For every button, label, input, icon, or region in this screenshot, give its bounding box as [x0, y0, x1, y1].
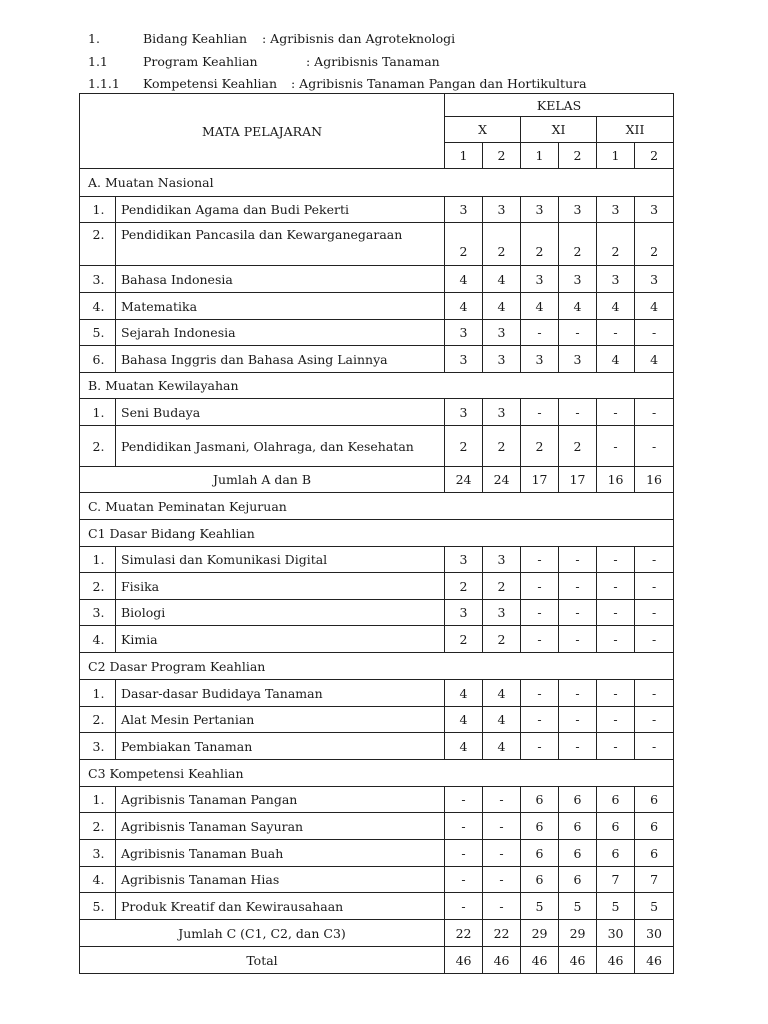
hours-cell: 4: [445, 680, 483, 707]
hours-cell: 4: [635, 346, 674, 373]
hours-cell: -: [635, 733, 674, 760]
row-number: 1.: [80, 197, 116, 223]
hours-cell: 2: [635, 223, 674, 266]
grade-header: XI: [521, 117, 597, 143]
hours-cell: 46: [597, 947, 635, 974]
hours-cell: 24: [445, 467, 483, 493]
row-number: 4.: [80, 626, 116, 653]
table-row: [80, 426, 674, 467]
row-number: 5.: [80, 893, 116, 920]
hours-cell: -: [559, 707, 597, 733]
subject-name: Agribisnis Tanaman Hias: [116, 867, 445, 893]
hours-cell: -: [483, 813, 521, 840]
header-label: Program Keahlian: [143, 54, 258, 69]
hours-cell: -: [559, 626, 597, 653]
hours-cell: 6: [521, 813, 559, 840]
section-heading: C2 Dasar Program Keahlian: [80, 653, 674, 680]
subject-name: Pendidikan Agama dan Budi Pekerti: [116, 197, 445, 223]
hours-cell: 4: [483, 707, 521, 733]
hours-cell: -: [597, 707, 635, 733]
header-number: 1.1: [88, 54, 108, 69]
table-row: [80, 573, 674, 600]
hours-cell: 5: [597, 893, 635, 920]
row-number: 4.: [80, 867, 116, 893]
hours-cell: 6: [559, 813, 597, 840]
hours-cell: 30: [635, 920, 674, 947]
hours-cell: -: [559, 399, 597, 426]
subject-header: MATA PELAJARAN: [80, 94, 445, 169]
hours-cell: 4: [483, 733, 521, 760]
subject-name: Alat Mesin Pertanian: [116, 707, 445, 733]
table-row: [80, 399, 674, 426]
hours-cell: 3: [445, 320, 483, 346]
hours-cell: 2: [597, 223, 635, 266]
hours-cell: -: [559, 320, 597, 346]
hours-cell: 4: [597, 346, 635, 373]
hours-cell: 2: [559, 223, 597, 266]
subject-name: Pembiakan Tanaman: [116, 733, 445, 760]
hours-cell: -: [483, 893, 521, 920]
row-number: 2.: [80, 573, 116, 600]
hours-cell: 3: [521, 346, 559, 373]
hours-cell: -: [597, 320, 635, 346]
hours-cell: 4: [635, 293, 674, 320]
row-number: 3.: [80, 266, 116, 293]
hours-cell: 29: [559, 920, 597, 947]
hours-cell: -: [559, 733, 597, 760]
header-label: Kompetensi Keahlian: [143, 76, 278, 91]
hours-cell: -: [483, 787, 521, 813]
hours-cell: 5: [521, 893, 559, 920]
hours-cell: 6: [635, 813, 674, 840]
hours-cell: -: [635, 707, 674, 733]
subject-name: Dasar-dasar Budidaya Tanaman: [116, 680, 445, 707]
kelas-header: KELAS: [445, 94, 674, 117]
hours-cell: 6: [521, 867, 559, 893]
hours-cell: 3: [521, 266, 559, 293]
hours-cell: 17: [559, 467, 597, 493]
hours-cell: 6: [597, 813, 635, 840]
hours-cell: 6: [559, 867, 597, 893]
hours-cell: -: [559, 547, 597, 573]
hours-cell: -: [597, 399, 635, 426]
section-row: [80, 520, 674, 547]
hours-cell: 6: [635, 840, 674, 867]
curriculum-table: [79, 93, 674, 974]
hours-cell: 46: [521, 947, 559, 974]
hours-cell: 3: [559, 266, 597, 293]
section-heading: C3 Kompetensi Keahlian: [80, 760, 674, 787]
section-heading: A. Muatan Nasional: [80, 169, 674, 197]
hours-cell: -: [445, 787, 483, 813]
hours-cell: 4: [597, 293, 635, 320]
section-row: [80, 653, 674, 680]
row-number: 2.: [80, 707, 116, 733]
subject-name: Bahasa Inggris dan Bahasa Asing Lainnya: [116, 346, 445, 373]
hours-cell: 2: [445, 223, 483, 266]
hours-cell: 6: [597, 787, 635, 813]
table-row: [80, 346, 674, 373]
hours-cell: 2: [445, 573, 483, 600]
section-row: [80, 373, 674, 399]
table-row: [80, 547, 674, 573]
hours-cell: -: [483, 867, 521, 893]
subject-name: Agribisnis Tanaman Buah: [116, 840, 445, 867]
hours-cell: 4: [445, 707, 483, 733]
hours-cell: 3: [635, 266, 674, 293]
hours-cell: 5: [635, 893, 674, 920]
hours-cell: -: [597, 680, 635, 707]
hours-cell: -: [521, 733, 559, 760]
header-line-2: [88, 54, 688, 70]
hours-cell: -: [445, 840, 483, 867]
table-row: [80, 920, 674, 947]
hours-cell: 4: [483, 266, 521, 293]
table-row: [80, 947, 674, 974]
hours-cell: 3: [445, 346, 483, 373]
table-row: [80, 867, 674, 893]
hours-cell: 22: [445, 920, 483, 947]
table-row: [80, 266, 674, 293]
table-row: [80, 893, 674, 920]
hours-cell: 2: [559, 426, 597, 467]
hours-cell: 16: [635, 467, 674, 493]
subject-name: Pendidikan Jasmani, Olahraga, dan Kesehatan: [116, 426, 445, 467]
table-row: [80, 680, 674, 707]
hours-cell: -: [559, 680, 597, 707]
row-number: 1.: [80, 787, 116, 813]
row-number: 2.: [80, 813, 116, 840]
hours-cell: 6: [521, 787, 559, 813]
header-number: 1.1.1: [88, 76, 120, 91]
table-row: [80, 197, 674, 223]
header-value: : Agribisnis Tanaman: [306, 54, 440, 69]
hours-cell: -: [635, 320, 674, 346]
hours-cell: 4: [445, 733, 483, 760]
table-row: [80, 600, 674, 626]
hours-cell: 2: [445, 426, 483, 467]
hours-cell: 5: [559, 893, 597, 920]
hours-cell: 3: [483, 547, 521, 573]
summary-label: Total: [80, 947, 445, 974]
table-row: [80, 733, 674, 760]
row-number: 1.: [80, 680, 116, 707]
hours-cell: -: [635, 547, 674, 573]
hours-cell: -: [521, 680, 559, 707]
hours-cell: -: [445, 893, 483, 920]
hours-cell: -: [559, 573, 597, 600]
subject-name: Fisika: [116, 573, 445, 600]
hours-cell: -: [635, 426, 674, 467]
table-row: [80, 787, 674, 813]
header-line-1: [88, 31, 688, 47]
hours-cell: 3: [597, 197, 635, 223]
hours-cell: 22: [483, 920, 521, 947]
hours-cell: 4: [483, 680, 521, 707]
semester-header: 1: [597, 143, 635, 169]
subject-name: Sejarah Indonesia: [116, 320, 445, 346]
hours-cell: 3: [483, 399, 521, 426]
table-row: [80, 320, 674, 346]
hours-cell: 6: [635, 787, 674, 813]
hours-cell: 3: [445, 600, 483, 626]
hours-cell: 2: [521, 426, 559, 467]
semester-header: 2: [559, 143, 597, 169]
hours-cell: 2: [521, 223, 559, 266]
header-line-3: [88, 76, 688, 92]
hours-cell: -: [521, 399, 559, 426]
hours-cell: 6: [559, 787, 597, 813]
hours-cell: -: [521, 600, 559, 626]
section-heading: C. Muatan Peminatan Kejuruan: [80, 493, 674, 520]
row-number: 3.: [80, 733, 116, 760]
subject-name: Agribisnis Tanaman Pangan: [116, 787, 445, 813]
hours-cell: -: [597, 733, 635, 760]
hours-cell: 16: [597, 467, 635, 493]
semester-header: 1: [521, 143, 559, 169]
row-number: 3.: [80, 840, 116, 867]
subject-name: Agribisnis Tanaman Sayuran: [116, 813, 445, 840]
subject-name: Biologi: [116, 600, 445, 626]
hours-cell: -: [635, 573, 674, 600]
hours-cell: 46: [483, 947, 521, 974]
hours-cell: -: [521, 320, 559, 346]
hours-cell: -: [635, 600, 674, 626]
hours-cell: 3: [483, 346, 521, 373]
header-value: : Agribisnis Tanaman Pangan dan Hortikultura: [291, 76, 587, 91]
hours-cell: 2: [483, 223, 521, 266]
hours-cell: 29: [521, 920, 559, 947]
hours-cell: 4: [483, 293, 521, 320]
hours-cell: -: [521, 547, 559, 573]
hours-cell: -: [597, 547, 635, 573]
subject-name: Bahasa Indonesia: [116, 266, 445, 293]
hours-cell: -: [521, 573, 559, 600]
hours-cell: 6: [559, 840, 597, 867]
hours-cell: 2: [483, 426, 521, 467]
hours-cell: 4: [559, 293, 597, 320]
hours-cell: 3: [483, 600, 521, 626]
hours-cell: 3: [635, 197, 674, 223]
section-row: [80, 493, 674, 520]
subject-name: Seni Budaya: [116, 399, 445, 426]
hours-cell: -: [445, 813, 483, 840]
header-row-kelas: [80, 94, 674, 117]
semester-header: 2: [635, 143, 674, 169]
semester-header: 2: [483, 143, 521, 169]
hours-cell: 30: [597, 920, 635, 947]
hours-cell: 2: [483, 573, 521, 600]
section-heading: B. Muatan Kewilayahan: [80, 373, 674, 399]
subject-name: Produk Kreatif dan Kewirausahaan: [116, 893, 445, 920]
hours-cell: -: [521, 707, 559, 733]
hours-cell: 3: [445, 197, 483, 223]
hours-cell: 4: [445, 293, 483, 320]
subject-name: Kimia: [116, 626, 445, 653]
summary-label: Jumlah A dan B: [80, 467, 445, 493]
hours-cell: 7: [635, 867, 674, 893]
hours-cell: 46: [635, 947, 674, 974]
hours-cell: -: [597, 573, 635, 600]
hours-cell: 6: [521, 840, 559, 867]
hours-cell: 3: [597, 266, 635, 293]
hours-cell: 3: [445, 399, 483, 426]
hours-cell: 4: [445, 266, 483, 293]
hours-cell: -: [521, 626, 559, 653]
hours-cell: 2: [445, 626, 483, 653]
hours-cell: 3: [445, 547, 483, 573]
hours-cell: 46: [445, 947, 483, 974]
row-number: 1.: [80, 399, 116, 426]
table-row: [80, 223, 674, 266]
semester-header: 1: [445, 143, 483, 169]
row-number: 3.: [80, 600, 116, 626]
table-row: [80, 813, 674, 840]
hours-cell: -: [597, 626, 635, 653]
table-row: [80, 467, 674, 493]
hours-cell: -: [597, 600, 635, 626]
hours-cell: -: [597, 426, 635, 467]
hours-cell: 46: [559, 947, 597, 974]
header-number: 1.: [88, 31, 100, 46]
row-number: 2.: [80, 223, 116, 266]
hours-cell: 3: [521, 197, 559, 223]
row-number: 4.: [80, 293, 116, 320]
hours-cell: 2: [483, 626, 521, 653]
table-row: [80, 707, 674, 733]
hours-cell: 4: [521, 293, 559, 320]
section-row: [80, 760, 674, 787]
grade-header: XII: [597, 117, 674, 143]
hours-cell: -: [635, 399, 674, 426]
subject-name: Matematika: [116, 293, 445, 320]
hours-cell: -: [635, 626, 674, 653]
hours-cell: 17: [521, 467, 559, 493]
section-row: [80, 169, 674, 197]
table-row: [80, 626, 674, 653]
subject-name: Pendidikan Pancasila dan Kewarganegaraan: [116, 223, 445, 266]
subject-name: Simulasi dan Komunikasi Digital: [116, 547, 445, 573]
table-row: [80, 293, 674, 320]
table-row: [80, 840, 674, 867]
hours-cell: -: [635, 680, 674, 707]
hours-cell: 6: [597, 840, 635, 867]
summary-label: Jumlah C (C1, C2, dan C3): [80, 920, 445, 947]
hours-cell: 3: [559, 346, 597, 373]
section-heading: C1 Dasar Bidang Keahlian: [80, 520, 674, 547]
hours-cell: 3: [559, 197, 597, 223]
hours-cell: 24: [483, 467, 521, 493]
row-number: 6.: [80, 346, 116, 373]
hours-cell: 7: [597, 867, 635, 893]
hours-cell: -: [483, 840, 521, 867]
hours-cell: 3: [483, 197, 521, 223]
hours-cell: 3: [483, 320, 521, 346]
header-label: Bidang Keahlian: [143, 31, 248, 46]
hours-cell: -: [559, 600, 597, 626]
row-number: 5.: [80, 320, 116, 346]
header-value: : Agribisnis dan Agroteknologi: [262, 31, 456, 46]
row-number: 2.: [80, 426, 116, 467]
row-number: 1.: [80, 547, 116, 573]
grade-header: X: [445, 117, 521, 143]
hours-cell: -: [445, 867, 483, 893]
